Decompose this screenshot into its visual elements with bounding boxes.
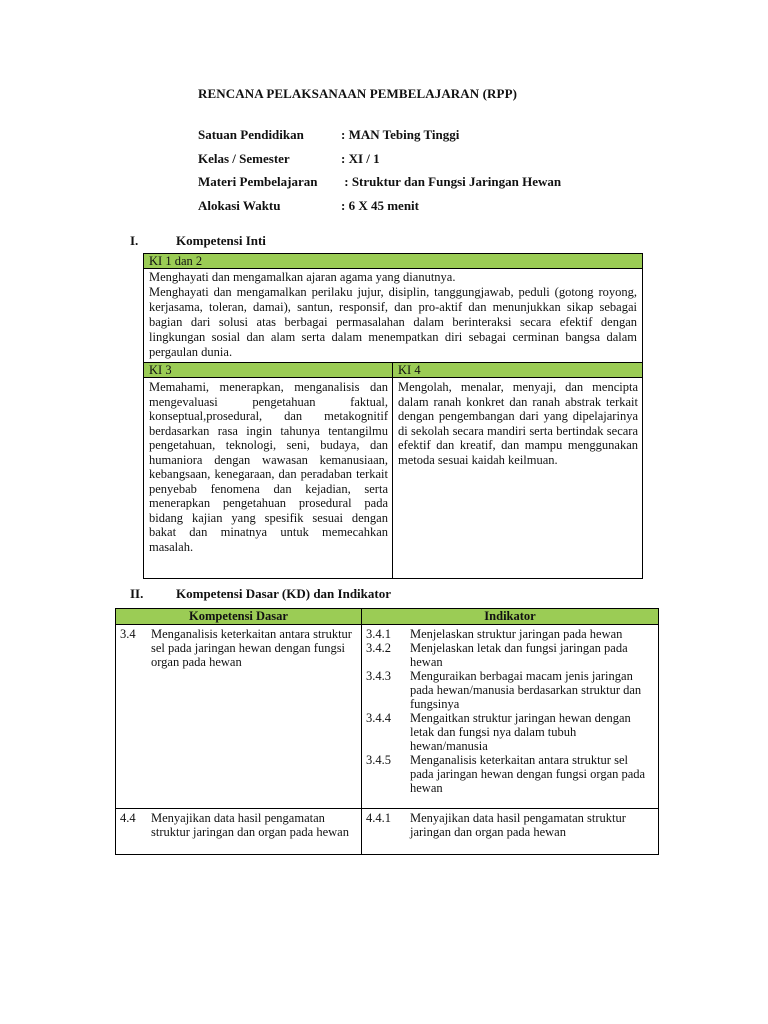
meta-value: : 6 X 45 menit xyxy=(341,197,419,213)
kompetensi-inti-table xyxy=(143,253,643,579)
meta-label: Alokasi Waktu xyxy=(198,197,281,213)
indikator-cell xyxy=(362,625,659,809)
indikator-text: Mengaitkan struktur jaringan hewan dengan letak dan fungsi nya dalam tubuh hewan/manusia xyxy=(410,711,631,753)
meta-row-satuan xyxy=(198,127,561,151)
ki3-body: Memahami, menerapkan, menganalisis dan mengevaluasi pengetahuan faktual, konseptual,prosedural, dan metakognitif berdasarkan rasa ingin tahunya tentangilmu pengetahuan, teknologi, seni, budaya, dan humaniora dengan wawasan kemanusiaan, kebangsaan, kenegaraan, dan peradaban terkait penyebab fenomena dan kejadian, serta menerapkan pengetahuan prosedural pada bidang kajian yang spesifik sesuai dengan bakat dan minatnya untuk memecahkan masalah. xyxy=(144,378,393,579)
list-item xyxy=(366,711,654,753)
meta-row-alokasi xyxy=(198,198,561,222)
ki4-body: Mengolah, menalar, menyaji, dan mencipta dalam ranah konkret dan ranah abstrak terkait dengan pengembangan dari yang dipelajarinya di sekolah secara mandiri serta bertindak secara efektif dan kreatif, dan mampu menggunakan metoda sesuai kaidah keilmuan. xyxy=(393,378,643,579)
list-item xyxy=(366,627,654,641)
kd-column-header: Kompetensi Dasar xyxy=(116,609,362,625)
indikator-text: Menguraikan berbagai macam jenis jaringan pada hewan/manusia berdasarkan struktur dan fungsinya xyxy=(410,669,642,711)
document-title: RENCANA PELAKSANAAN PEMBELAJARAN (RPP) xyxy=(198,86,518,101)
indikator-cell xyxy=(362,809,659,855)
indikator-number: 4.4.1 xyxy=(366,811,391,825)
table-row xyxy=(116,625,659,809)
table-row xyxy=(116,809,659,855)
meta-row-materi xyxy=(198,174,561,198)
indikator-number: 3.4.4 xyxy=(366,711,391,725)
meta-label: Kelas / Semester xyxy=(198,150,290,166)
meta-value: : MAN Tebing Tinggi xyxy=(341,127,460,142)
indikator-text: Menganalisis keterkaitan antara struktur sel pada jaringan hewan dengan fungsi organ pada hewan xyxy=(410,753,646,795)
ki3-header: KI 3 xyxy=(144,363,393,378)
ki1-text: Menghayati dan mengamalkan ajaran agama yang dianutnya. xyxy=(149,270,456,284)
indikator-number: 3.4.1 xyxy=(366,627,391,641)
indikator-column-header: Indikator xyxy=(362,609,659,625)
indikator-number: 3.4.5 xyxy=(366,753,391,767)
kd-text: Menyajikan data hasil pengamatan struktur jaringan dan organ pada hewan xyxy=(151,811,349,839)
kd-text: Menganalisis keterkaitan antara struktur sel pada jaringan hewan dengan fungsi organ pada hewan xyxy=(151,627,352,669)
ki2-text: Menghayati dan mengamalkan perilaku jujur, disiplin, tanggungjawab, peduli (gotong royong, kerjasama, toleran, damai), santun, responsif, dan pro-aktif dan menunjukkan sikap sebagai bagian dari solusi atas berbagai permasalahan dalam berinteraksi secara efektif dengan lingkungan sosial dan alam serta dalam menempatkan diri sebagai cerminan bangsa dalam pergaulan dunia. xyxy=(149,285,637,359)
kd-cell xyxy=(116,625,362,809)
kd-number: 4.4 xyxy=(120,811,136,825)
meta-value: : Struktur dan Fungsi Jaringan Hewan xyxy=(341,174,562,189)
kd-number: 3.4 xyxy=(120,627,136,641)
indikator-text: Menyajikan data hasil pengamatan struktur jaringan dan organ pada hewan xyxy=(410,811,626,839)
rpp-identity xyxy=(198,127,561,221)
kd-cell xyxy=(116,809,362,855)
indikator-number: 3.4.3 xyxy=(366,669,391,683)
section-number: I. xyxy=(130,233,139,248)
section-number: II. xyxy=(130,586,144,601)
kd-indikator-table xyxy=(115,608,659,855)
meta-value: : XI / 1 xyxy=(341,150,380,166)
list-item xyxy=(366,753,654,795)
indikator-text: Menjelaskan struktur jaringan pada hewan xyxy=(410,627,623,641)
list-item xyxy=(366,641,654,669)
list-item xyxy=(366,811,654,839)
meta-label: Satuan Pendidikan xyxy=(198,127,304,142)
indikator-text: Menjelaskan letak dan fungsi jaringan pada hewan xyxy=(410,641,628,669)
list-item xyxy=(366,669,654,711)
section-label: Kompetensi Dasar (KD) dan Indikator xyxy=(176,586,392,601)
indikator-number: 3.4.2 xyxy=(366,641,391,655)
ki12-header: KI 1 dan 2 xyxy=(144,254,643,269)
meta-label: Materi Pembelajaran xyxy=(198,174,318,189)
section-label: Kompetensi Inti xyxy=(176,233,266,248)
ki4-header: KI 4 xyxy=(393,363,643,378)
ki12-body xyxy=(144,269,643,363)
meta-row-kelas xyxy=(198,151,561,175)
